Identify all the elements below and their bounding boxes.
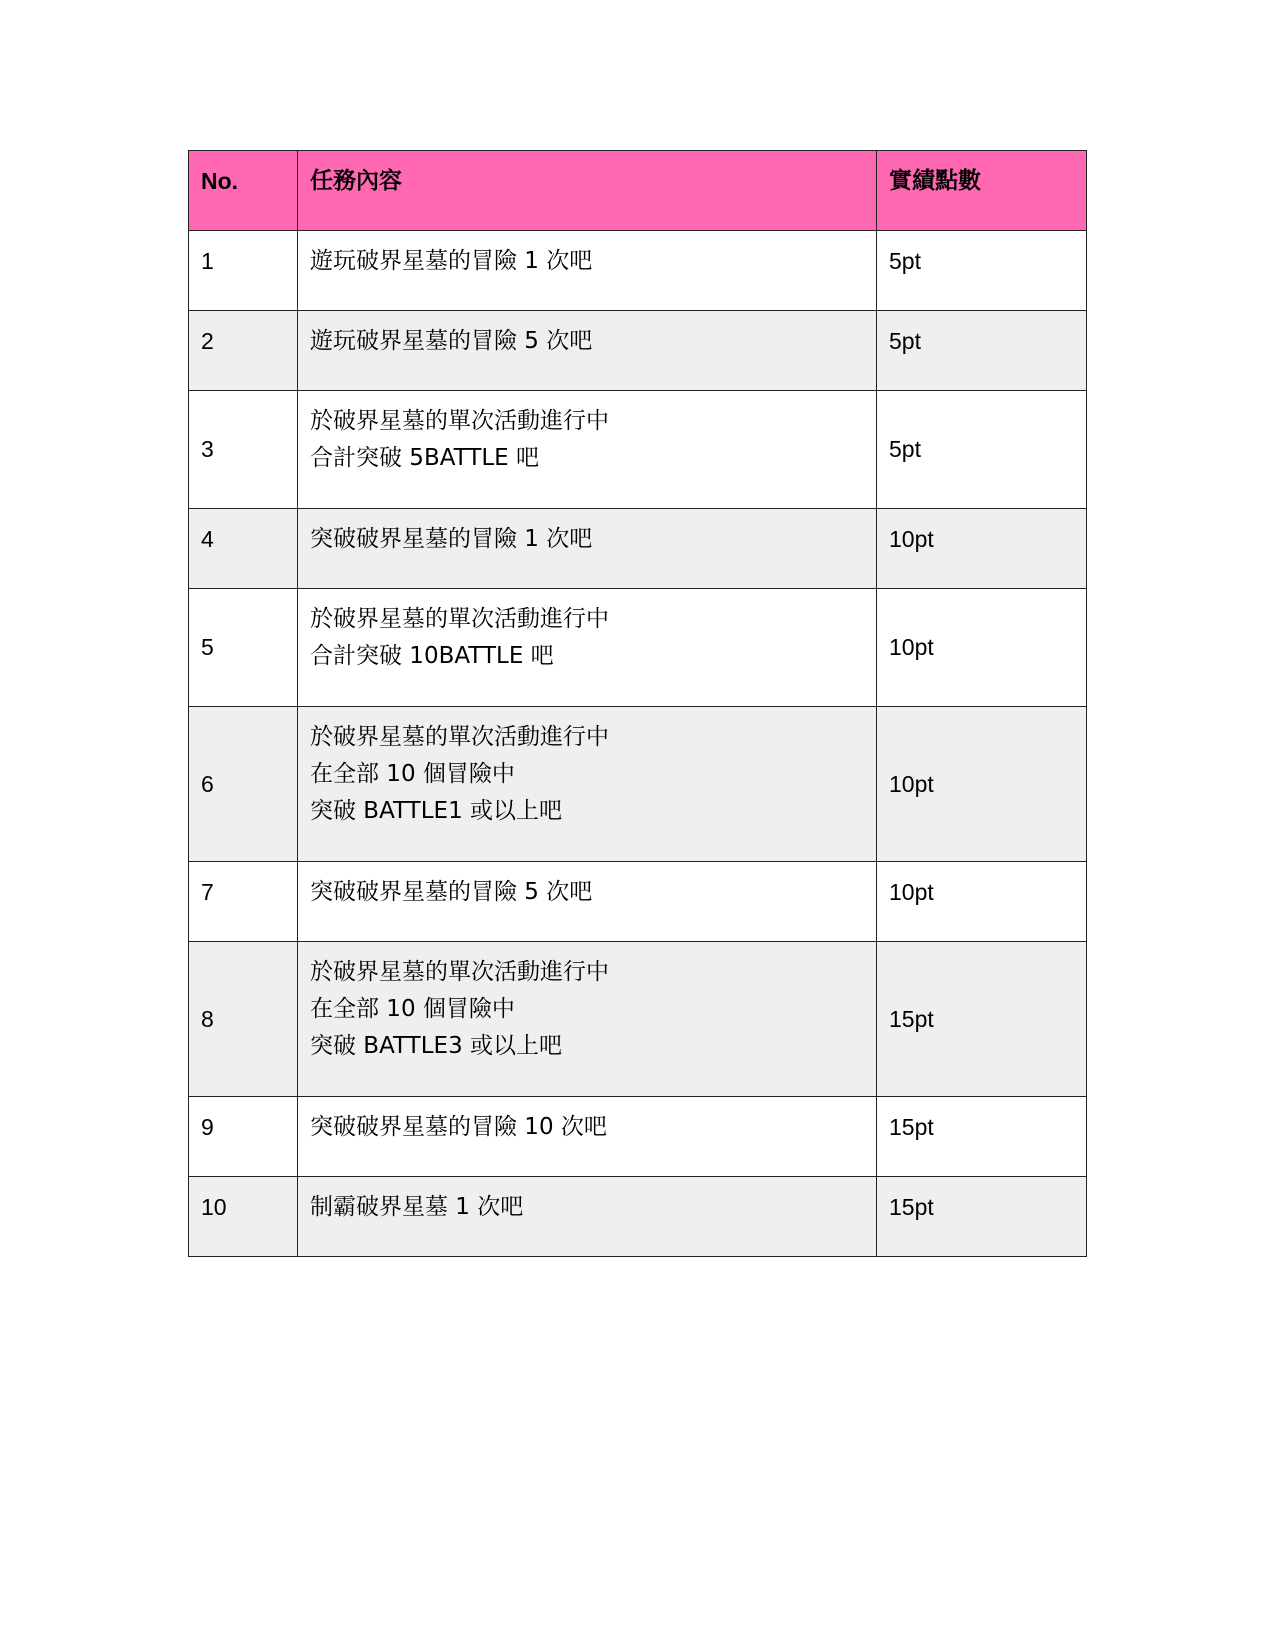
task-content-line: 制霸破界星墓 1 次吧 (310, 1194, 524, 1220)
task-content-line: 突破破界星墓的冒險 10 次吧 (310, 1114, 607, 1140)
task-points: 10pt (877, 707, 1087, 862)
task-points: 10pt (877, 862, 1087, 942)
row-number: 3 (189, 391, 298, 509)
table-row (189, 391, 1087, 509)
task-content-line: 遊玩破界星墓的冒險 5 次吧 (310, 328, 593, 354)
row-number: 1 (189, 231, 298, 311)
table-row (189, 589, 1087, 707)
table-header-row (189, 151, 1087, 231)
task-content-line: 突破破界星墓的冒險 1 次吧 (310, 526, 593, 552)
task-content (298, 311, 877, 391)
table-row (189, 509, 1087, 589)
table-row (189, 707, 1087, 862)
task-content-line: 突破 BATTLE1 或以上吧 (310, 798, 563, 824)
task-content (298, 707, 877, 862)
task-content (298, 862, 877, 942)
task-content-line: 於破界星墓的單次活動進行中 (310, 959, 609, 985)
table-body (189, 231, 1087, 1257)
task-content (298, 1097, 877, 1177)
task-content-line: 突破破界星墓的冒險 5 次吧 (310, 879, 593, 905)
task-points: 15pt (877, 1177, 1087, 1257)
table-row (189, 862, 1087, 942)
header-points: 實績點數 (877, 151, 1087, 231)
row-number: 10 (189, 1177, 298, 1257)
row-number: 7 (189, 862, 298, 942)
row-number: 2 (189, 311, 298, 391)
task-content-line: 在全部 10 個冒險中 (310, 761, 515, 787)
task-content (298, 231, 877, 311)
task-points: 5pt (877, 391, 1087, 509)
task-points: 15pt (877, 942, 1087, 1097)
task-content-line: 於破界星墓的單次活動進行中 (310, 724, 609, 750)
header-content: 任務內容 (298, 151, 877, 231)
task-content (298, 509, 877, 589)
task-content-line: 於破界星墓的單次活動進行中 (310, 606, 609, 632)
table-row (189, 231, 1087, 311)
task-content-line: 在全部 10 個冒險中 (310, 996, 515, 1022)
row-number: 8 (189, 942, 298, 1097)
task-content-line: 遊玩破界星墓的冒險 1 次吧 (310, 248, 593, 274)
task-content (298, 1177, 877, 1257)
row-number: 5 (189, 589, 298, 707)
task-content-line: 突破 BATTLE3 或以上吧 (310, 1033, 563, 1059)
table-row (189, 1177, 1087, 1257)
task-table (188, 150, 1087, 1257)
table-row (189, 1097, 1087, 1177)
task-content-line: 於破界星墓的單次活動進行中 (310, 408, 609, 434)
task-content (298, 589, 877, 707)
table-row (189, 942, 1087, 1097)
row-number: 9 (189, 1097, 298, 1177)
task-points: 10pt (877, 589, 1087, 707)
row-number: 4 (189, 509, 298, 589)
task-content (298, 942, 877, 1097)
header-no: No. (189, 151, 298, 231)
task-content-line: 合計突破 10BATTLE 吧 (310, 643, 554, 669)
task-points: 15pt (877, 1097, 1087, 1177)
task-points: 10pt (877, 509, 1087, 589)
task-points: 5pt (877, 231, 1087, 311)
task-content-line: 合計突破 5BATTLE 吧 (310, 445, 540, 471)
table-row (189, 311, 1087, 391)
task-content (298, 391, 877, 509)
row-number: 6 (189, 707, 298, 862)
task-points: 5pt (877, 311, 1087, 391)
